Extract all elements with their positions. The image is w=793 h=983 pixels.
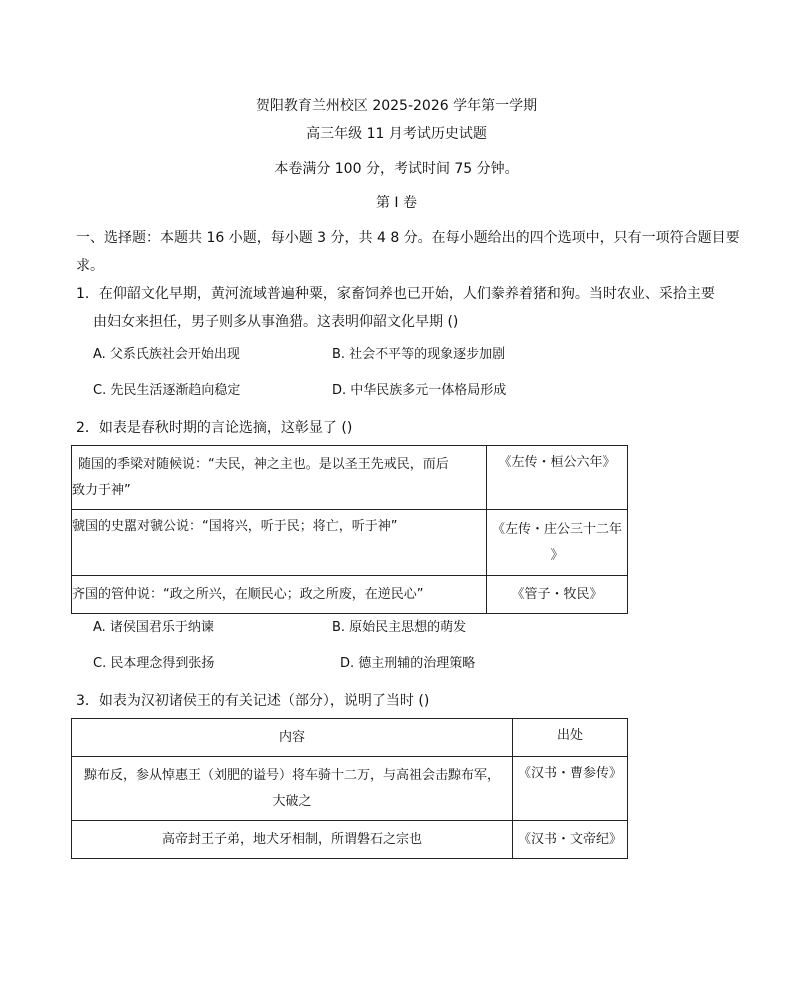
q2-option-b[interactable]: B. 原始民主思想的萌发	[332, 620, 467, 635]
q2-row2-source	[487, 510, 628, 576]
q1-stem-line1: 1．在仰韶文化早期，黄河流域普遍种粟，家畜饲养也已开始，人们豢养着猪和狗。当时农业、采拾主要	[76, 286, 715, 302]
q2-stem: 2．如表是春秋时期的言论选摘，这彰显了 ()	[76, 420, 353, 436]
q1-option-d[interactable]: D. 中华民族多元一体格局形成	[332, 383, 507, 398]
table-row	[72, 576, 628, 614]
q1-option-a[interactable]: A. 父系氏族社会开始出现	[93, 347, 240, 362]
q2-row1-source: 《左传・桓公六年》	[487, 446, 628, 510]
q1-stem-line2: 由妇女来担任，男子则多从事渔猎。这表明仰韶文化早期 ()	[93, 314, 459, 330]
q2-row1-content	[72, 446, 487, 510]
exam-info: 本卷满分 100 分，考试时间 75 分钟。	[274, 161, 519, 177]
table-row	[72, 719, 628, 757]
q3-row1-content-line2: 大破之	[272, 793, 312, 809]
volume-label: 第 I 卷	[375, 195, 418, 211]
q2-row2-content: 虢国的史嚚对虢公说：“国将兴，听于民；将亡，听于神”	[72, 510, 487, 576]
exam-title-line1: 贺阳教育兰州校区 2025-2026 学年第一学期	[255, 98, 538, 114]
q1-option-c[interactable]: C. 先民生活逐渐趋向稳定	[93, 383, 241, 398]
q3-row2-source: 《汉书・文帝纪》	[513, 821, 628, 859]
q2-option-a[interactable]: A. 诸侯国君乐于纳谏	[93, 620, 214, 635]
q3-row1-content-line1: 黥布反，参从悼惠王（刘肥的谥号）将车骑十二万，与高祖会击黥布军，	[83, 767, 500, 783]
q3-row1-source: 《汉书・曹参传》	[513, 757, 628, 821]
q3-header-content: 内容	[72, 719, 513, 757]
q2-row3-content: 齐国的管仲说：“政之所兴，在顺民心；政之所废，在逆民心”	[72, 576, 487, 614]
q3-header-source: 出处	[513, 719, 628, 757]
table-row	[72, 757, 628, 821]
q2-option-c[interactable]: C. 民本理念得到张扬	[93, 656, 215, 671]
q2-option-d[interactable]: D. 德主刑辅的治理策略	[340, 656, 476, 671]
q2-table	[71, 445, 628, 614]
q2-row3-source: 《管子・牧民》	[487, 576, 628, 614]
q3-row2-content: 高帝封王子弟，地犬牙相制，所谓磐石之宗也	[72, 821, 513, 859]
q2-row1-content-line1: 随国的季梁对随候说：“夫民，神之主也。是以圣王先戒民，而后	[78, 456, 449, 472]
section-intro-line2: 求。	[76, 258, 104, 274]
table-row	[72, 821, 628, 859]
q1-option-b[interactable]: B. 社会不平等的现象逐步加剧	[332, 347, 506, 362]
table-row	[72, 510, 628, 576]
q2-row1-content-line2: 致力于神”	[72, 482, 131, 498]
table-row	[72, 446, 628, 510]
q3-row1-content	[72, 757, 513, 821]
q2-row2-source-line1: 《左传・庄公三十二年	[491, 521, 622, 537]
exam-title-line2: 高三年级 11 月考试历史试题	[306, 126, 487, 142]
q3-table	[71, 718, 628, 859]
q2-row2-source-line2: 》	[550, 547, 564, 563]
q3-stem: 3．如表为汉初诸侯王的有关记述（部分），说明了当时 ()	[76, 693, 430, 709]
section-intro-line1: 一、选择题：本题共 16 小题，每小题 3 分，共 4 8 分。在每小题给出的四个选项中，只有一项符合题目要	[76, 230, 740, 246]
